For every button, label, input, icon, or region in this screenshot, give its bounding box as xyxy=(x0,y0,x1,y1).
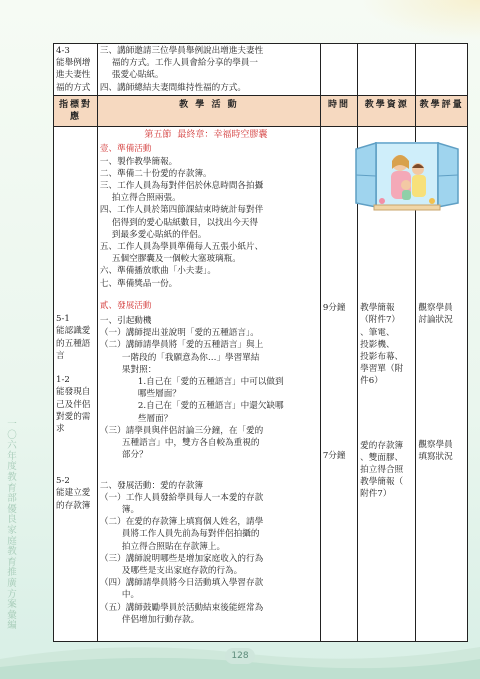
activity-line: 員將工作人員先前為每對伴侶拍攝的 xyxy=(121,529,260,540)
resources-cell xyxy=(358,44,416,96)
time-value: 7分鐘 xyxy=(322,451,346,462)
resources-text: 教學簡報 （附件7） 、筆電、 投影機、 投影布幕、 學習單（附 件6） xyxy=(360,303,404,387)
evaluation-text: 觀察學員 討論狀況 xyxy=(418,303,453,326)
activity-line: 些層面？ xyxy=(137,413,173,424)
activity-line: 三、講師邀請三位學員舉例說出增進夫妻性 xyxy=(99,46,264,56)
activity-line: （二）講師請學員將「愛的五種語言」與上 xyxy=(99,340,264,351)
header-row xyxy=(54,95,468,126)
activity-line: 四、講師總結夫妻間維持性福的方式。 xyxy=(99,82,247,93)
activity-line: 拍立得合照貼在存款簿上。 xyxy=(121,541,226,552)
activity-line: （五）講師鼓勵學員於活動結束後能經常為 xyxy=(99,602,264,613)
chapter-name: 最終章：幸福時空膠囊 xyxy=(177,130,268,141)
family-window-illustration xyxy=(352,135,462,217)
activity-cell xyxy=(97,44,320,96)
activity-line: 哪些層面？ xyxy=(137,389,181,400)
activity-line: 五種語言」中，雙方各自較為重視的 xyxy=(121,438,260,449)
activity-line: （二）在愛的存款簿上填寫個人姓名，請學 xyxy=(99,517,264,528)
table-row xyxy=(54,44,468,96)
prep-item: 二、準備二十份愛的存款簿。 xyxy=(99,168,212,179)
activity-line: （三）講師說明哪些是增加家庭收入的行為 xyxy=(99,553,264,564)
target-cell xyxy=(54,44,98,96)
header-time: 時間 xyxy=(320,95,357,126)
prep-heading: 壹、準備活動 xyxy=(99,144,152,155)
target-cell xyxy=(54,127,98,642)
chapter-title xyxy=(100,129,318,141)
prep-item: 三、工作人員為每對伴侶於休息時間各拍攝 xyxy=(99,181,264,192)
target-text: 5-2 能建立愛 的存款簿 xyxy=(56,476,91,511)
target-text: 5-1 能認識愛 的五種語 言 1-2 能發現自 己及伴侶 對愛的需 求 xyxy=(56,314,91,435)
prep-item: 四、工作人員於第四節課結束時統計每對伴 xyxy=(99,205,264,216)
corner-decoration xyxy=(360,0,480,40)
dev-heading: 貳、發展活動 xyxy=(99,300,152,311)
activity-line: 張愛心貼紙。 xyxy=(111,70,164,81)
activity-line: （一）工作人員發給學員每人一本愛的存款 xyxy=(99,492,264,503)
header-resources: 教學資源 xyxy=(358,95,416,126)
time-cell xyxy=(320,44,357,96)
evaluation-text: 觀察學員 填寫狀況 xyxy=(418,439,453,462)
activity-line: 2.自己在「愛的五種語言」中還欠缺哪 xyxy=(137,401,284,412)
page-number: 128 xyxy=(225,648,255,664)
activity-line: 及哪些是支出家庭存款的行為。 xyxy=(121,565,243,576)
savings-book-steps xyxy=(100,480,318,626)
header-evaluation: 教學評量 xyxy=(416,95,468,126)
prep-item: 一、製作教學簡報。 xyxy=(99,156,178,167)
target-text: 4-3 能舉例增 進夫妻性 福的方式 xyxy=(56,46,91,93)
header-activity: 教 學 活 動 xyxy=(97,95,320,126)
activity-line: 一階段的「我願意為你…」學習單結 xyxy=(121,352,260,363)
activity-line: 果對照： xyxy=(121,364,157,375)
activity-line: 部分？ xyxy=(121,450,148,461)
prep-item: 到最多愛心貼紙的伴侶。 xyxy=(111,229,207,240)
activity-line: 福的方式。工作人員會給分享的學員一 xyxy=(111,58,259,69)
chapter-label: 第五節 xyxy=(144,130,172,141)
prep-item: 拍立得合照兩張。 xyxy=(111,193,181,204)
activity-line: 一、引起動機 xyxy=(99,316,152,327)
time-value: 9分鐘 xyxy=(322,303,346,314)
prep-item: 五、工作人員為學員準備每人五張小紙片、 xyxy=(99,242,264,253)
activity-line: （四）講師請學員將今日活動填入學習存款 xyxy=(99,578,264,589)
header-target: 指標對應 xyxy=(54,95,98,126)
side-title: 一〇六年度教育部優良家庭教育推廣方案彙編 xyxy=(7,419,17,632)
resources-text: 愛的存款簿 、雙面膠、 拍立得合照 教學簡報（ 附件7） xyxy=(360,440,404,500)
activity-line: （一）講師提出並說明「愛的五種語言」。 xyxy=(99,328,259,339)
prep-item: 五個空膠囊及一個較大塞玻璃瓶。 xyxy=(111,254,241,265)
lesson-plan-table xyxy=(53,43,468,642)
activity-line: 1.自己在「愛的五種語言」中可以做到 xyxy=(137,377,284,388)
prep-item: 六、準備播放歌曲「小夫妻」。 xyxy=(99,266,216,277)
prep-item: 七、準備獎品一份。 xyxy=(99,278,178,289)
activity-cell xyxy=(97,127,320,642)
activity-line: （三）請學員與伴侶討論三分鐘，在「愛的 xyxy=(99,425,264,436)
activity-line: 伴侶增加行動存款。 xyxy=(121,614,200,625)
activity-line: 二、發展活動：愛的存款簿 xyxy=(99,480,204,491)
development-steps xyxy=(100,315,318,461)
activity-line: 中。 xyxy=(121,590,140,601)
activity-line: 簿。 xyxy=(121,504,140,515)
prep-item: 侶得到的愛心貼紙數目，以找出今天得 xyxy=(111,217,259,228)
evaluation-cell xyxy=(416,44,468,96)
